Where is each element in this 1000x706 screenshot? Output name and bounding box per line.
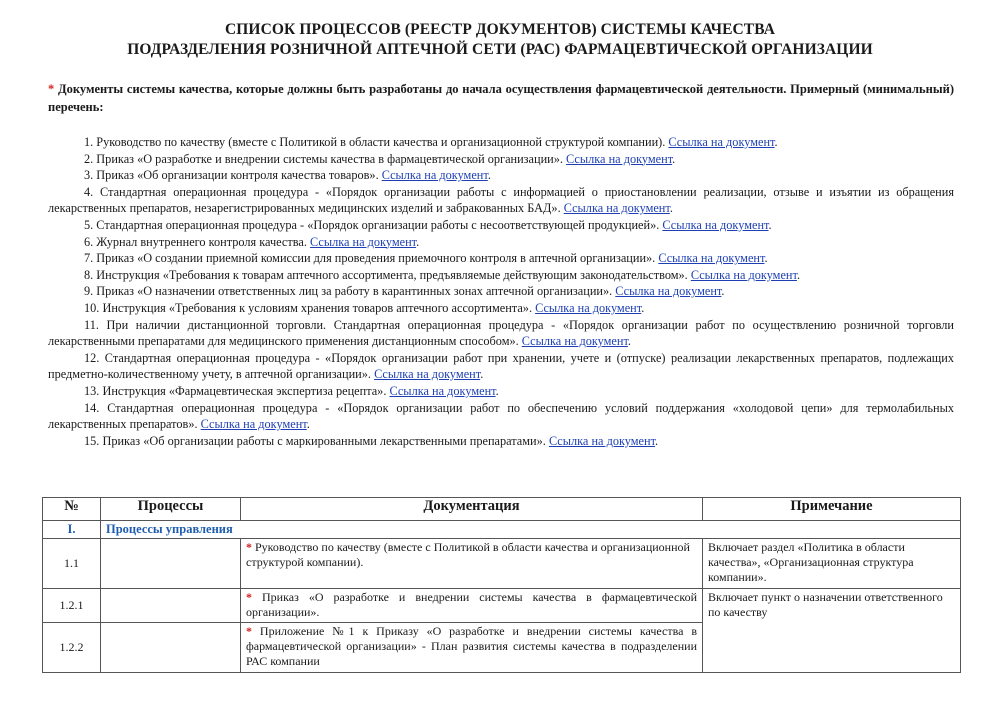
document-link[interactable]: Ссылка на документ [389,383,496,398]
required-docs-note [48,80,954,116]
section-title: Процессы управления [101,521,961,539]
list-item: 12. Стандартная операционная процедура - «Порядок организации работ при хранении, учете и (отпуске) реализации лекарственных препаратов, подлежащих предметно-количественному учету, в аптечной организации». Ссылка на документ. [48,350,954,382]
table-header-row [43,498,961,521]
asterisk-marker: * [48,82,55,96]
list-item: 8. Инструкция «Требования к товарам аптечного ассортимента, предъявляемые действующим законодательством». Ссылка на документ. [84,267,801,282]
row-note: Включает раздел «Политика в области качества», «Организационная структура компании». [703,539,961,589]
asterisk-marker: * [246,540,252,554]
document-link[interactable]: Ссылка на документ [200,417,307,432]
row-number: 1.2.1 [43,589,101,623]
list-item: 2. Приказ «О разработке и внедрении системы качества в фармацевтической организации». Ссылка на документ. [84,151,676,166]
list-item: 5. Стандартная операционная процедура - «Порядок организации работы с несоответствующей продукцией». Ссылка на документ. [84,217,772,232]
table-row [43,539,961,589]
document-link[interactable]: Ссылка на документ [690,267,797,282]
document-link[interactable]: Ссылка на документ [615,284,722,299]
list-item: 14. Стандартная операционная процедура - «Порядок организации работ по обеспечению условий поддержания «холодовой цепи» для термолабильных лекарственных препаратов». Ссылка на документ. [48,400,954,432]
row-number: 1.1 [43,539,101,589]
document-link[interactable]: Ссылка на документ [381,168,488,183]
page-title-line-1: СПИСОК ПРОЦЕССОВ (РЕЕСТР ДОКУМЕНТОВ) СИСТЕМЫ КАЧЕСТВА [224,21,776,38]
document-link[interactable]: Ссылка на документ [521,334,628,349]
list-item: 9. Приказ «О назначении ответственных лиц за работу в карантинных зонах аптечной организации». Ссылка на документ. [84,284,725,299]
list-item: 15. Приказ «Об организации работы с маркированными лекарственными препаратами». Ссылка на документ. [84,433,659,448]
list-item: 6. Журнал внутреннего контроля качества. Ссылка на документ. [84,234,420,249]
list-item: 10. Инструкция «Требования к условиям хранения товаров аптечного ассортимента». Ссылка на документ. [84,300,645,315]
row-note: Включает пункт о назначении ответственного по качеству [703,589,961,673]
list-item: 3. Приказ «Об организации контроля качества товаров». Ссылка на документ. [84,168,491,183]
document-link[interactable]: Ссылка на документ [374,367,481,382]
list-item: 7. Приказ «О создании приемной комиссии для проведения приемочного контроля в аптечной организации». Ссылка на документ. [84,251,768,266]
asterisk-marker: * [246,624,252,638]
document-link[interactable]: Ссылка на документ [548,433,656,448]
document-link[interactable]: Ссылка на документ [563,201,670,216]
document-list [48,134,954,449]
document-link[interactable]: Ссылка на документ [566,151,673,166]
list-item: 1. Руководство по качеству (вместе с Политикой в области качества и организационной структурой компании). Ссылка на документ. [84,135,778,149]
list-item: 11. При наличии дистанционной торговли. Стандартная операционная процедура - «Порядок организации работ по осуществлению розничной торговли лекарственными препаратами для медицинского применения дистанционным способом». Ссылка на документ. [48,317,954,349]
row-documentation: * Приказ «О разработке и внедрении системы качества в фармацевтической организации». [241,589,703,623]
row-process [101,589,241,623]
table-row [43,589,961,623]
header-num: № [43,498,101,521]
row-process [101,623,241,673]
row-documentation: * Руководство по качеству (вместе с Политикой в области качества и организационной структурой компании). [241,539,703,589]
header-processes: Процессы [101,498,241,521]
section-number: I. [43,521,101,539]
section-row [43,521,961,539]
row-number: 1.2.2 [43,623,101,673]
document-link[interactable]: Ссылка на документ [662,217,769,232]
document-link[interactable]: Ссылка на документ [658,251,765,266]
header-documentation: Документация [241,498,703,521]
list-item: 13. Инструкция «Фармацевтическая экспертиза рецепта». Ссылка на документ. [84,383,499,398]
document-link[interactable]: Ссылка на документ [535,300,642,315]
page-title-line-2: ПОДРАЗДЕЛЕНИЯ РОЗНИЧНОЙ АПТЕЧНОЙ СЕТИ (РАС) ФАРМАЦЕВТИЧЕСКОЙ ОРГАНИЗАЦИИ [127,41,873,58]
document-link[interactable]: Ссылка на документ [668,135,775,149]
row-process [101,539,241,589]
list-item: 4. Стандартная операционная процедура - «Порядок организации работы с информацией о приостановлении реализации, отзыве и изъятии из обращения лекарственных препаратов, незарегистрированных медицинских изделий и забракованных БАД». Ссылка на документ. [48,184,954,216]
header-note: Примечание [703,498,961,521]
document-link[interactable]: Ссылка на документ [310,234,417,249]
asterisk-marker: * [246,590,252,604]
note-text: Документы системы качества, которые должны быть разработаны до начала осуществления фармацевтической деятельности. Примерный (минимальный) перечень: [48,82,954,114]
process-registry-table [42,497,961,673]
row-documentation: * Приложение №1 к Приказу «О разработке и внедрении системы качества в фармацевтической организации» - План развития системы качества в подразделении РАС компании [241,623,703,673]
